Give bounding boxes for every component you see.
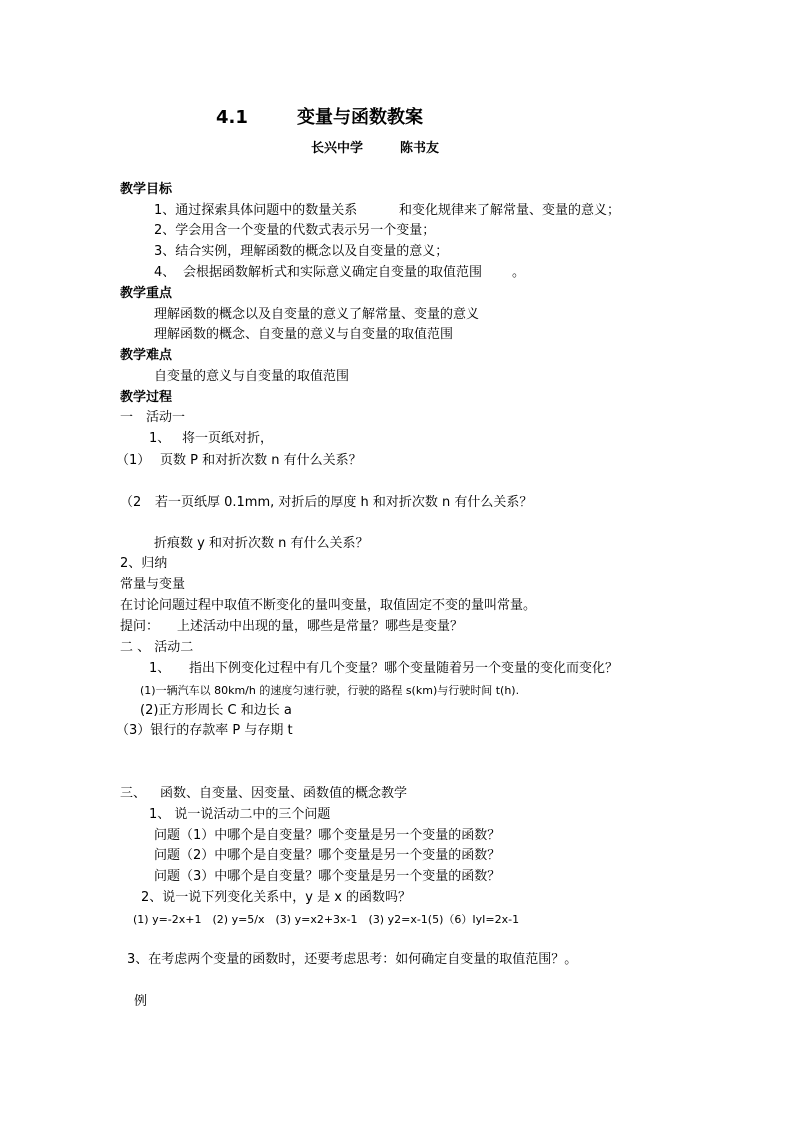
question-2-label: （2 [120,495,142,510]
key-point-1: 理解函数的概念以及自变量的意义了解常量、变量的意义 [154,307,480,322]
part-3-heading: 函数、自变量、因变量、函数值的概念教学 [160,786,408,801]
question-prompt-label: 提问： [120,619,160,634]
function-formulas: (1) y=-2x+1 (2) y=5/x (3) y=x2+3x-1 (3) y2=x-1(5)（6）IyI=2x-1 [133,913,520,926]
definition-text: 在讨论问题过程中取值不断变化的量叫变量，取值固定不变的量叫常量。 [120,598,537,613]
activity-1-heading: 一 活动一 [120,410,186,425]
example-label: 例 [134,994,148,1009]
difficulties-heading: 教学难点 [120,348,173,363]
goal-item-1a: 1、通过探索具体问题中的数量关系 [154,203,358,218]
activity-2-step-number: 1、 [149,661,171,676]
example-3: （3）银行的存款率 P 与存期 t [116,723,293,738]
question-2: 若一页纸厚 0.1mm, 对折后的厚度 h 和对折次数 n 有什么关系？ [155,495,533,510]
part-3-question-3: 问题（3）中哪个是自变量？哪个变量是另一个变量的函数？ [154,869,501,884]
part-3-item-3: 3、在考虑两个变量的函数时，还要考虑思考：如何确定自变量的取值范围？。 [127,952,578,967]
part-3-item-2: 2、说一说下列变化关系中，y 是 x 的函数吗？ [141,890,412,905]
question-1-label: （1） [116,453,151,468]
part-3-question-1: 问题（1）中哪个是自变量？哪个变量是另一个变量的函数？ [154,828,501,843]
example-2: (2)正方形周长 C 和边长 a [140,703,292,718]
goal-item-4-end: 。 [512,265,526,280]
question-1: 页数 P 和对折次数 n 有什么关系？ [160,453,362,468]
part-3-number: 三、 [120,786,147,801]
activity-1-step-number: 1、 [149,431,171,446]
summary-heading: 2、归纳 [120,556,168,571]
key-point-2: 理解函数的概念、自变量的意义与自变量的取值范围 [154,327,454,342]
title-number: 4.1 [216,107,248,128]
key-points-heading: 教学重点 [120,286,173,301]
goal-item-4: 会根据函数解析式和实际意义确定自变量的取值范围 [183,265,483,280]
goals-heading: 教学目标 [120,182,173,197]
constant-variable-heading: 常量与变量 [120,577,186,592]
goal-item-3: 3、结合实例，理解函数的概念以及自变量的意义； [154,244,449,259]
difficulty-1: 自变量的意义与自变量的取值范围 [154,369,350,384]
process-heading: 教学过程 [120,390,173,405]
goal-item-1b: 和变化规律来了解常量、变量的意义； [399,203,621,218]
activity-2-step: 指出下例变化过程中有几个变量？哪个变量随着另一个变量的变化而变化？ [189,661,619,676]
goal-item-4-number: 4、 [154,265,176,280]
example-1: (1)一辆汽车以 80km/h 的速度匀速行驶，行驶的路程 s(km)与行驶时间 t(h). [140,684,520,697]
activity-1-step: 将一页纸对折， [182,431,274,446]
author-name: 陈书友 [400,141,440,156]
page-title: 变量与函数教案 [297,107,423,128]
question-prompt: 上述活动中出现的量，哪些是常量？哪些是变量？ [177,619,464,634]
author-school: 长兴中学 [311,141,364,156]
question-3: 折痕数 y 和对折次数 n 有什么关系？ [154,536,369,551]
goal-item-2: 2、学会用含一个变量的代数式表示另一个变量； [154,223,436,238]
activity-2-heading: 二 、 活动二 [120,640,194,655]
part-3-question-2: 问题（2）中哪个是自变量？哪个变量是另一个变量的函数？ [154,848,501,863]
part-3-item-1: 1、 说一说活动二中的三个问题 [149,807,331,822]
